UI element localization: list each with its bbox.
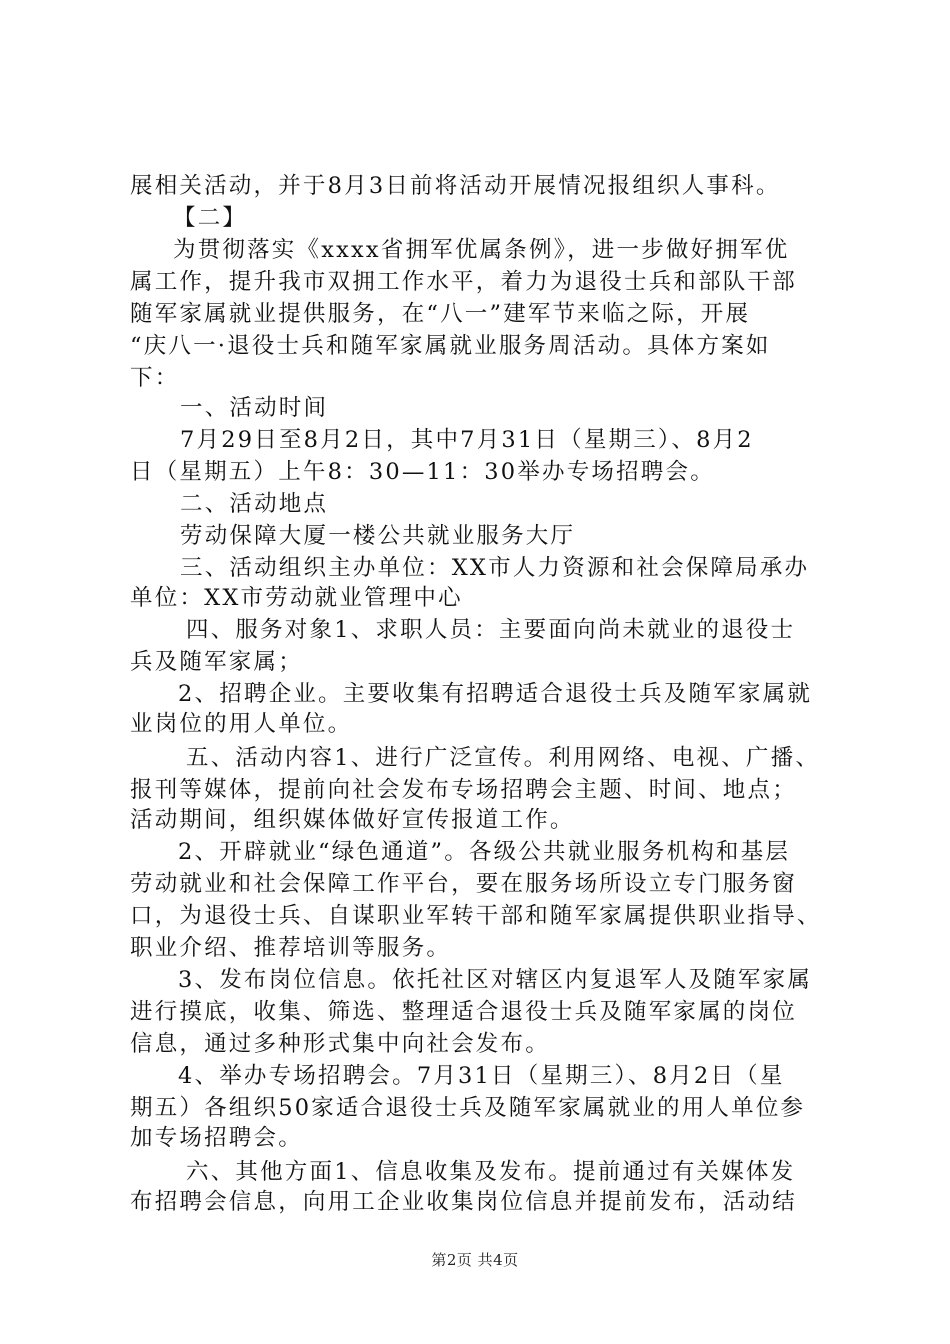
text-line: 报刊等媒体，提前向社会发布专场招聘会主题、时间、地点；	[130, 777, 797, 803]
text-line: 随军家属就业提供服务，在“八一”建军节来临之际，开展	[130, 301, 751, 327]
text-line: 4、举办专场招聘会。7月31日（星期三）、8月2日（星	[178, 1063, 785, 1089]
section-heading: 【二】	[173, 205, 248, 231]
text-line: 职业介绍、推荐培训等服务。	[130, 935, 452, 961]
text-line: 2、招聘企业。主要收集有招聘适合退役士兵及随军家属就	[178, 681, 813, 707]
page-number: 第2页 共4页	[431, 1251, 519, 1269]
text-line: 加专场招聘会。	[130, 1125, 303, 1151]
text-line: 活动期间，组织媒体做好宣传报道工作。	[130, 807, 575, 833]
text-line: 2、开辟就业“绿色通道”。各级公共就业服务机构和基层	[178, 839, 791, 865]
text-line: 期五）各组织50家适合退役士兵及随军家属就业的用人单位参	[130, 1095, 806, 1121]
text-line: 下：	[130, 365, 180, 391]
text-line: 单位：XX市劳动就业管理中心	[130, 585, 463, 611]
text-line: 业岗位的用人单位。	[130, 711, 353, 737]
text-line: 7月29日至8月2日，其中7月31日（星期三）、8月2	[180, 427, 754, 453]
text-line: 五、活动内容1、进行广泛宣传。利用网络、电视、广播、	[186, 745, 821, 771]
text-line: 六、其他方面1、信息收集及发布。提前通过有关媒体发	[186, 1159, 796, 1185]
text-line: 3、发布岗位信息。依托社区对辖区内复退军人及随军家属	[178, 967, 813, 993]
text-line: 一、活动时间	[180, 395, 329, 421]
text-line: 兵及随军家属；	[130, 649, 303, 675]
text-line: 劳动就业和社会保障工作平台，要在服务场所设立专门服务窗	[130, 871, 797, 897]
text-line: 四、服务对象1、求职人员：主要面向尚未就业的退役士	[186, 617, 796, 643]
text-line: 劳动保障大厦一楼公共就业服务大厅	[180, 523, 576, 549]
text-line: 展相关活动，并于8月3日前将活动开展情况报组织人事科。	[130, 173, 781, 199]
text-line: 日（星期五）上午8：30—11：30举办专场招聘会。	[130, 459, 715, 485]
text-line: 口，为退役士兵、自谋职业军转干部和随军家属提供职业指导、	[130, 903, 822, 929]
text-line: 信息，通过多种形式集中向社会发布。	[130, 1031, 550, 1057]
text-line: 二、活动地点	[180, 491, 329, 517]
text-line: 为贯彻落实《xxxx省拥军优属条例》，进一步做好拥军优	[173, 237, 790, 263]
text-line: 属工作，提升我市双拥工作水平，着力为退役士兵和部队干部	[130, 269, 797, 295]
text-line: “庆八一·退役士兵和随军家属就业服务周活动。具体方案如	[130, 333, 771, 359]
text-line: 布招聘会信息，向用工企业收集岗位信息并提前发布，活动结	[130, 1189, 797, 1215]
text-line: 三、活动组织主办单位：XX市人力资源和社会保障局承办	[180, 555, 810, 581]
text-line: 进行摸底，收集、筛选、整理适合退役士兵及随军家属的岗位	[130, 999, 797, 1025]
